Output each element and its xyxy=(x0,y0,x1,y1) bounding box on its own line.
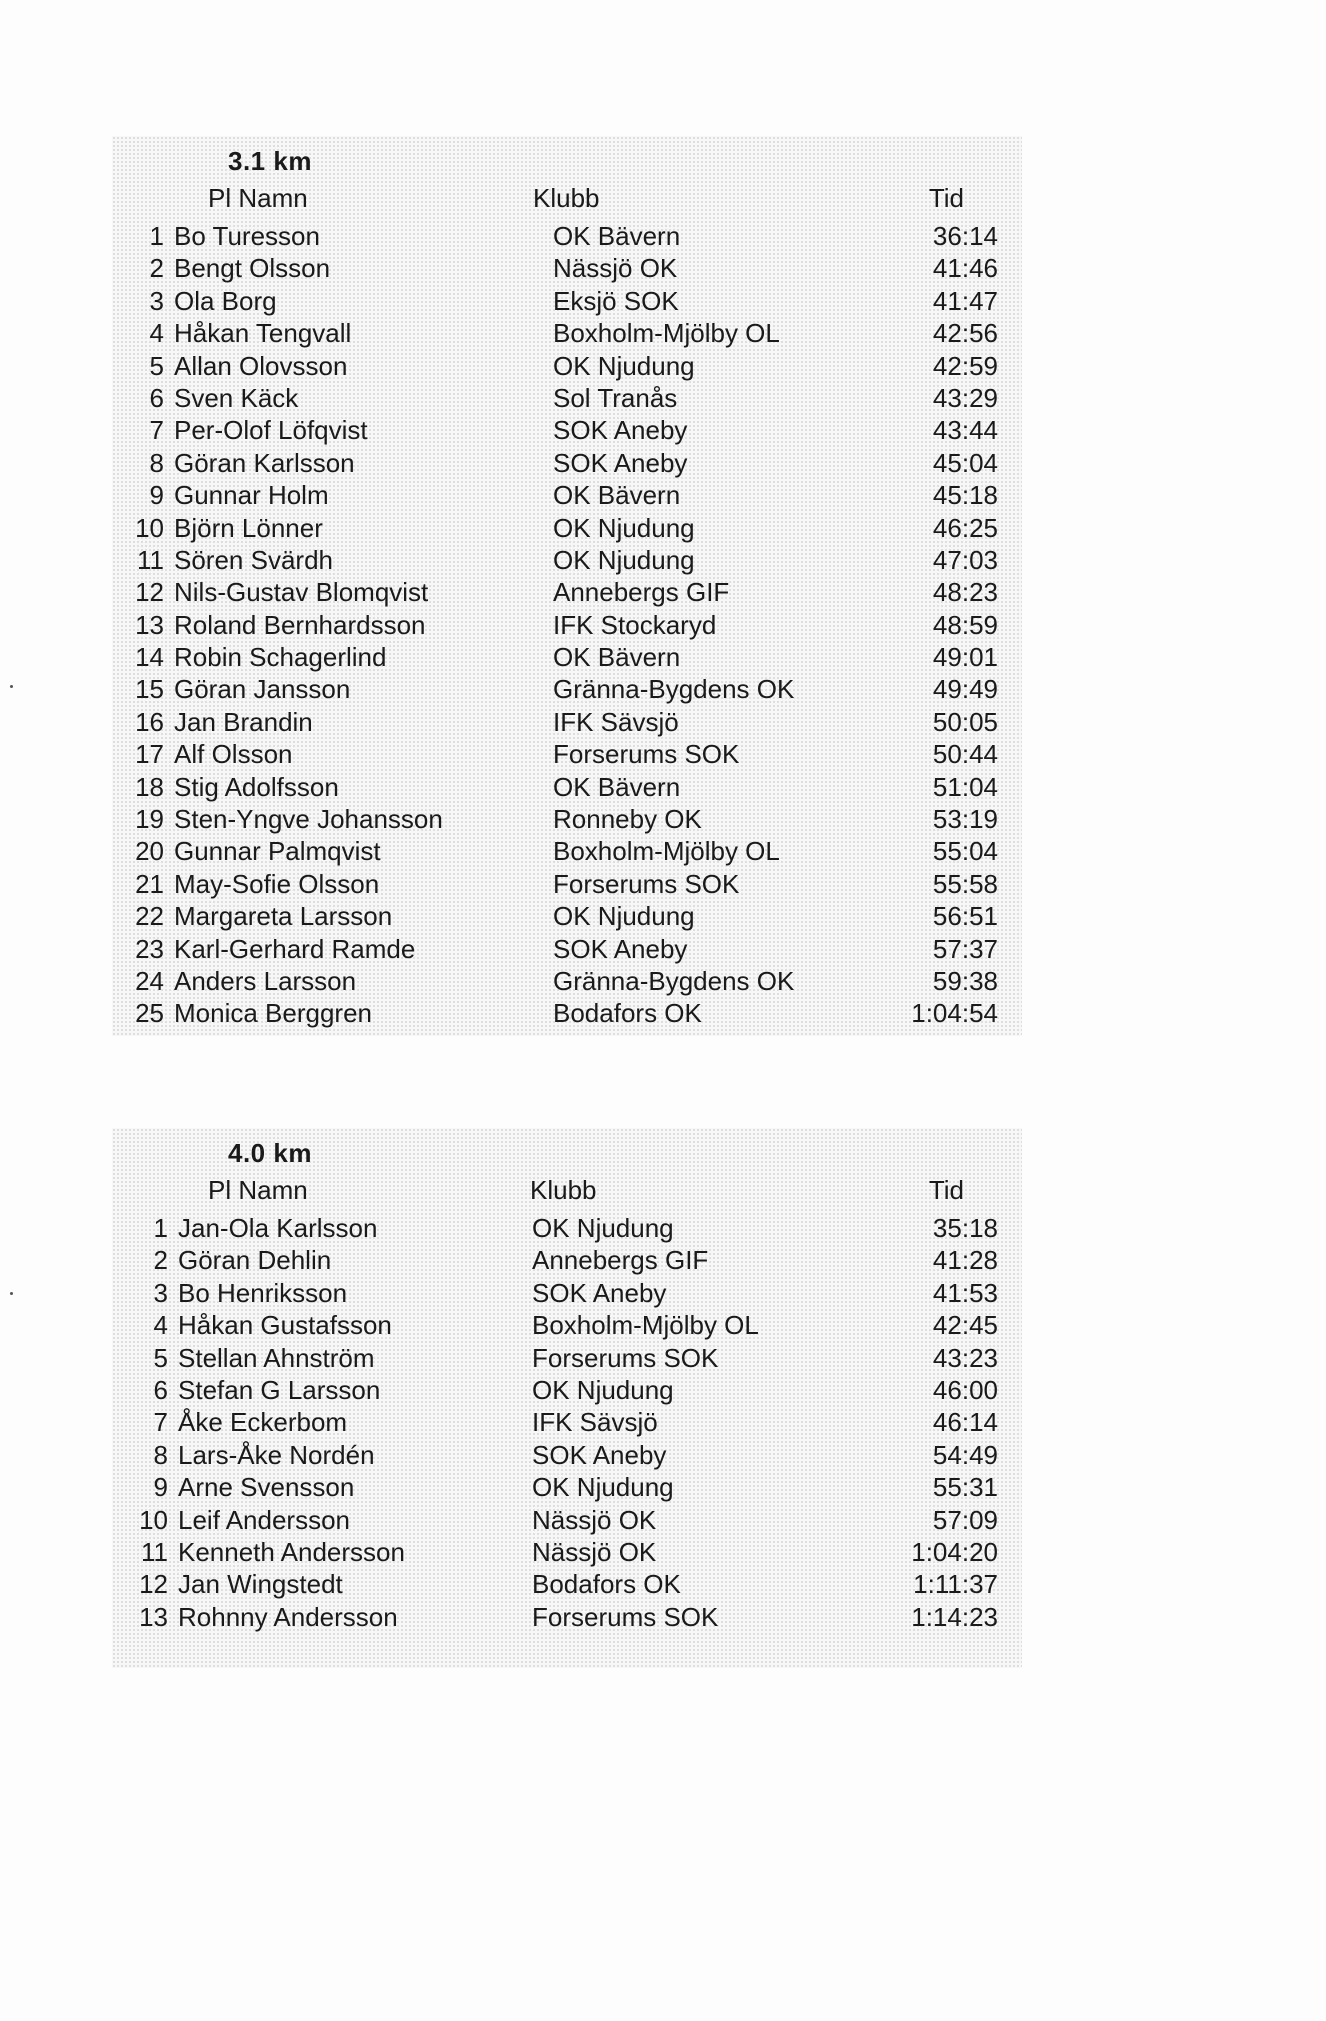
club-cell: Boxholm-Mjölby OL xyxy=(532,1310,759,1341)
time-cell: 42:45 xyxy=(932,1310,998,1341)
time-cell: 45:18 xyxy=(932,480,998,511)
name-cell: Bo Turesson xyxy=(174,221,320,251)
name-cell: Gunnar Holm xyxy=(174,480,329,511)
club-cell: OK Njudung xyxy=(553,901,695,932)
club-cell: Eksjö SOK xyxy=(553,285,679,316)
place-cell: 5 xyxy=(153,1342,168,1373)
place-cell: 1 xyxy=(153,1213,168,1243)
time-cell: 42:56 xyxy=(932,318,998,349)
table-row xyxy=(112,1374,1022,1406)
club-cell: OK Bävern xyxy=(553,221,681,251)
name-cell: Sören Svärdh xyxy=(174,544,333,575)
column-header-tid: Tid xyxy=(928,1175,964,1205)
table-row xyxy=(112,1277,1022,1309)
club-cell: SOK Aneby xyxy=(553,933,688,964)
club-cell: OK Bävern xyxy=(553,642,681,673)
name-cell: Nils-Gustav Blomqvist xyxy=(174,577,429,608)
place-cell: 2 xyxy=(149,253,164,284)
table-row xyxy=(112,1212,1022,1244)
time-cell: 36:14 xyxy=(932,221,998,251)
name-cell: Åke Eckerbom xyxy=(178,1407,348,1438)
table-row xyxy=(112,900,1022,932)
table-row xyxy=(112,997,1022,1029)
table-row xyxy=(112,673,1022,705)
time-cell: 56:51 xyxy=(932,901,998,932)
place-cell: 7 xyxy=(149,415,164,446)
time-cell: 41:47 xyxy=(932,285,998,316)
section-heading: 4.0 km xyxy=(228,1138,312,1168)
place-cell: 16 xyxy=(135,706,164,737)
name-cell: Stig Adolfsson xyxy=(174,771,339,802)
club-cell: Forserums SOK xyxy=(553,739,740,770)
club-cell: IFK Stockaryd xyxy=(553,609,717,640)
name-cell: Leif Andersson xyxy=(178,1504,351,1535)
place-cell: 12 xyxy=(139,1569,168,1600)
name-cell: Arne Svensson xyxy=(178,1472,355,1503)
club-cell: SOK Aneby xyxy=(532,1277,667,1308)
club-cell: Nässjö OK xyxy=(553,253,678,284)
column-header-klubb: Klubb xyxy=(530,1175,597,1205)
name-cell: Bengt Olsson xyxy=(174,253,331,284)
table-row xyxy=(112,835,1022,867)
name-cell: Per-Olof Löfqvist xyxy=(174,415,368,446)
club-cell: Bodafors OK xyxy=(532,1569,681,1600)
table-row xyxy=(112,220,1022,252)
scan-speck xyxy=(10,685,13,688)
place-cell: 15 xyxy=(135,674,164,705)
place-cell: 25 xyxy=(135,998,164,1029)
table-body xyxy=(112,1212,1022,1633)
time-cell: 55:04 xyxy=(932,836,998,867)
club-cell: Nässjö OK xyxy=(532,1504,657,1535)
table-row xyxy=(112,1342,1022,1374)
place-cell: 7 xyxy=(153,1407,168,1438)
time-cell: 57:37 xyxy=(932,933,998,964)
column-header-pl-namn: Pl Namn xyxy=(208,183,308,213)
club-cell: Forserums SOK xyxy=(532,1342,719,1373)
name-cell: Göran Dehlin xyxy=(178,1245,332,1276)
place-cell: 8 xyxy=(149,447,164,478)
club-cell: Forserums SOK xyxy=(532,1601,719,1632)
club-cell: OK Bävern xyxy=(553,771,681,802)
name-cell: Gunnar Palmqvist xyxy=(174,836,381,867)
table-row xyxy=(112,252,1022,284)
name-cell: Anders Larsson xyxy=(174,965,357,996)
time-cell: 1:11:37 xyxy=(913,1569,998,1600)
column-header-pl-namn: Pl Namn xyxy=(208,1175,308,1205)
time-cell: 49:49 xyxy=(932,674,998,705)
table-row xyxy=(112,576,1022,608)
club-cell: OK Njudung xyxy=(553,544,695,575)
place-cell: 14 xyxy=(135,642,164,673)
place-cell: 19 xyxy=(135,804,164,835)
name-cell: Sten-Yngve Johansson xyxy=(174,804,443,835)
table-row xyxy=(112,1406,1022,1438)
place-cell: 1 xyxy=(149,221,164,251)
time-cell: 57:09 xyxy=(932,1504,998,1535)
table-row xyxy=(112,1439,1022,1471)
place-cell: 3 xyxy=(149,285,164,316)
name-cell: Jan Wingstedt xyxy=(178,1569,343,1600)
name-cell: Stefan G Larsson xyxy=(178,1374,381,1405)
place-cell: 13 xyxy=(135,609,164,640)
club-cell: Gränna-Bygdens OK xyxy=(553,674,795,705)
club-cell: OK Njudung xyxy=(553,350,695,381)
time-cell: 41:46 xyxy=(932,253,998,284)
place-cell: 4 xyxy=(153,1310,168,1341)
table-row xyxy=(112,1471,1022,1503)
table-row xyxy=(112,414,1022,446)
club-cell: OK Njudung xyxy=(532,1472,674,1503)
place-cell: 6 xyxy=(149,382,164,413)
table-row xyxy=(112,447,1022,479)
time-cell: 59:38 xyxy=(932,965,998,996)
table-header xyxy=(112,183,1022,215)
name-cell: Kenneth Andersson xyxy=(178,1536,405,1567)
time-cell: 49:01 xyxy=(932,642,998,673)
time-cell: 42:59 xyxy=(932,350,998,381)
name-cell: Rohnny Andersson xyxy=(178,1601,398,1632)
name-cell: Karl-Gerhard Ramde xyxy=(174,933,416,964)
time-cell: 1:04:20 xyxy=(911,1536,998,1567)
place-cell: 9 xyxy=(149,480,164,511)
table-header xyxy=(112,1175,1022,1207)
name-cell: Sven Käck xyxy=(174,382,299,413)
club-cell: Annebergs GIF xyxy=(553,577,730,608)
time-cell: 55:58 xyxy=(932,868,998,899)
table-row xyxy=(112,868,1022,900)
table-row xyxy=(112,1568,1022,1600)
club-cell: Sol Tranås xyxy=(553,382,678,413)
place-cell: 3 xyxy=(153,1277,168,1308)
time-cell: 50:44 xyxy=(932,739,998,770)
table-row xyxy=(112,317,1022,349)
name-cell: Monica Berggren xyxy=(174,998,372,1029)
club-cell: Forserums SOK xyxy=(553,868,740,899)
time-cell: 1:04:54 xyxy=(911,998,998,1029)
place-cell: 23 xyxy=(135,933,164,964)
club-cell: OK Bävern xyxy=(553,480,681,511)
time-cell: 54:49 xyxy=(932,1439,998,1470)
name-cell: Robin Schagerlind xyxy=(174,642,387,673)
place-cell: 10 xyxy=(135,512,164,543)
time-cell: 47:03 xyxy=(932,544,998,575)
section-heading: 3.1 km xyxy=(228,146,312,176)
time-cell: 41:28 xyxy=(932,1245,998,1276)
table-row xyxy=(112,1309,1022,1341)
name-cell: Roland Bernhardsson xyxy=(174,609,426,640)
scan-speck xyxy=(10,1292,13,1295)
table-row xyxy=(112,1601,1022,1633)
table-row xyxy=(112,933,1022,965)
club-cell: Bodafors OK xyxy=(553,998,702,1029)
table-row xyxy=(112,479,1022,511)
name-cell: Allan Olovsson xyxy=(174,350,348,381)
name-cell: Alf Olsson xyxy=(174,739,293,770)
time-cell: 48:23 xyxy=(932,577,998,608)
club-cell: SOK Aneby xyxy=(553,415,688,446)
results-table-3-1-km xyxy=(112,136,1022,1036)
name-cell: Margareta Larsson xyxy=(174,901,393,932)
name-cell: Jan Brandin xyxy=(174,706,313,737)
table-row xyxy=(112,771,1022,803)
time-cell: 53:19 xyxy=(932,804,998,835)
place-cell: 6 xyxy=(153,1374,168,1405)
time-cell: 1:14:23 xyxy=(911,1601,998,1632)
club-cell: SOK Aneby xyxy=(532,1439,667,1470)
name-cell: Bo Henriksson xyxy=(178,1277,348,1308)
name-cell: Håkan Tengvall xyxy=(174,318,352,349)
club-cell: Gränna-Bygdens OK xyxy=(553,965,795,996)
time-cell: 41:53 xyxy=(932,1277,998,1308)
name-cell: Stellan Ahnström xyxy=(178,1342,375,1373)
place-cell: 8 xyxy=(153,1439,168,1470)
time-cell: 51:04 xyxy=(932,771,998,802)
club-cell: Boxholm-Mjölby OL xyxy=(553,318,780,349)
table-body xyxy=(112,220,1022,1030)
column-header-klubb: Klubb xyxy=(533,183,600,213)
table-row xyxy=(112,641,1022,673)
club-cell: Boxholm-Mjölby OL xyxy=(553,836,780,867)
place-cell: 11 xyxy=(137,544,164,575)
table-row xyxy=(112,382,1022,414)
club-cell: OK Njudung xyxy=(553,512,695,543)
club-cell: IFK Sävsjö xyxy=(532,1407,658,1438)
place-cell: 24 xyxy=(135,965,164,996)
place-cell: 10 xyxy=(139,1504,168,1535)
place-cell: 20 xyxy=(135,836,164,867)
time-cell: 55:31 xyxy=(932,1472,998,1503)
time-cell: 35:18 xyxy=(932,1213,998,1243)
table-row xyxy=(112,1536,1022,1568)
place-cell: 11 xyxy=(141,1536,168,1567)
place-cell: 5 xyxy=(149,350,164,381)
time-cell: 43:23 xyxy=(932,1342,998,1373)
name-cell: Göran Karlsson xyxy=(174,447,355,478)
club-cell: OK Njudung xyxy=(532,1213,674,1243)
time-cell: 43:44 xyxy=(932,415,998,446)
table-row xyxy=(112,285,1022,317)
club-cell: Ronneby OK xyxy=(553,804,702,835)
time-cell: 46:00 xyxy=(932,1374,998,1405)
club-cell: Nässjö OK xyxy=(532,1536,657,1567)
time-cell: 46:25 xyxy=(932,512,998,543)
table-row xyxy=(112,350,1022,382)
time-cell: 43:29 xyxy=(932,382,998,413)
table-row xyxy=(112,1244,1022,1276)
table-row xyxy=(112,609,1022,641)
time-cell: 50:05 xyxy=(932,706,998,737)
name-cell: Göran Jansson xyxy=(174,674,351,705)
club-cell: Annebergs GIF xyxy=(532,1245,709,1276)
name-cell: Håkan Gustafsson xyxy=(178,1310,392,1341)
name-cell: Ola Borg xyxy=(174,285,277,316)
table-row xyxy=(112,544,1022,576)
place-cell: 13 xyxy=(139,1601,168,1632)
time-cell: 46:14 xyxy=(932,1407,998,1438)
place-cell: 9 xyxy=(153,1472,168,1503)
table-row xyxy=(112,1504,1022,1536)
time-cell: 45:04 xyxy=(932,447,998,478)
name-cell: Jan-Ola Karlsson xyxy=(178,1213,378,1243)
table-row xyxy=(112,706,1022,738)
place-cell: 18 xyxy=(135,771,164,802)
place-cell: 12 xyxy=(135,577,164,608)
table-row xyxy=(112,965,1022,997)
table-row xyxy=(112,512,1022,544)
name-cell: May-Sofie Olsson xyxy=(174,868,380,899)
column-header-tid: Tid xyxy=(928,183,964,213)
club-cell: IFK Sävsjö xyxy=(553,706,679,737)
results-table-4-0-km xyxy=(112,1128,1022,1668)
place-cell: 17 xyxy=(135,739,164,770)
club-cell: SOK Aneby xyxy=(553,447,688,478)
place-cell: 21 xyxy=(135,868,164,899)
club-cell: OK Njudung xyxy=(532,1374,674,1405)
name-cell: Lars-Åke Nordén xyxy=(178,1439,375,1470)
place-cell: 22 xyxy=(135,901,164,932)
table-row xyxy=(112,738,1022,770)
table-row xyxy=(112,803,1022,835)
place-cell: 2 xyxy=(153,1245,168,1276)
time-cell: 48:59 xyxy=(932,609,998,640)
name-cell: Björn Lönner xyxy=(174,512,323,543)
place-cell: 4 xyxy=(149,318,164,349)
